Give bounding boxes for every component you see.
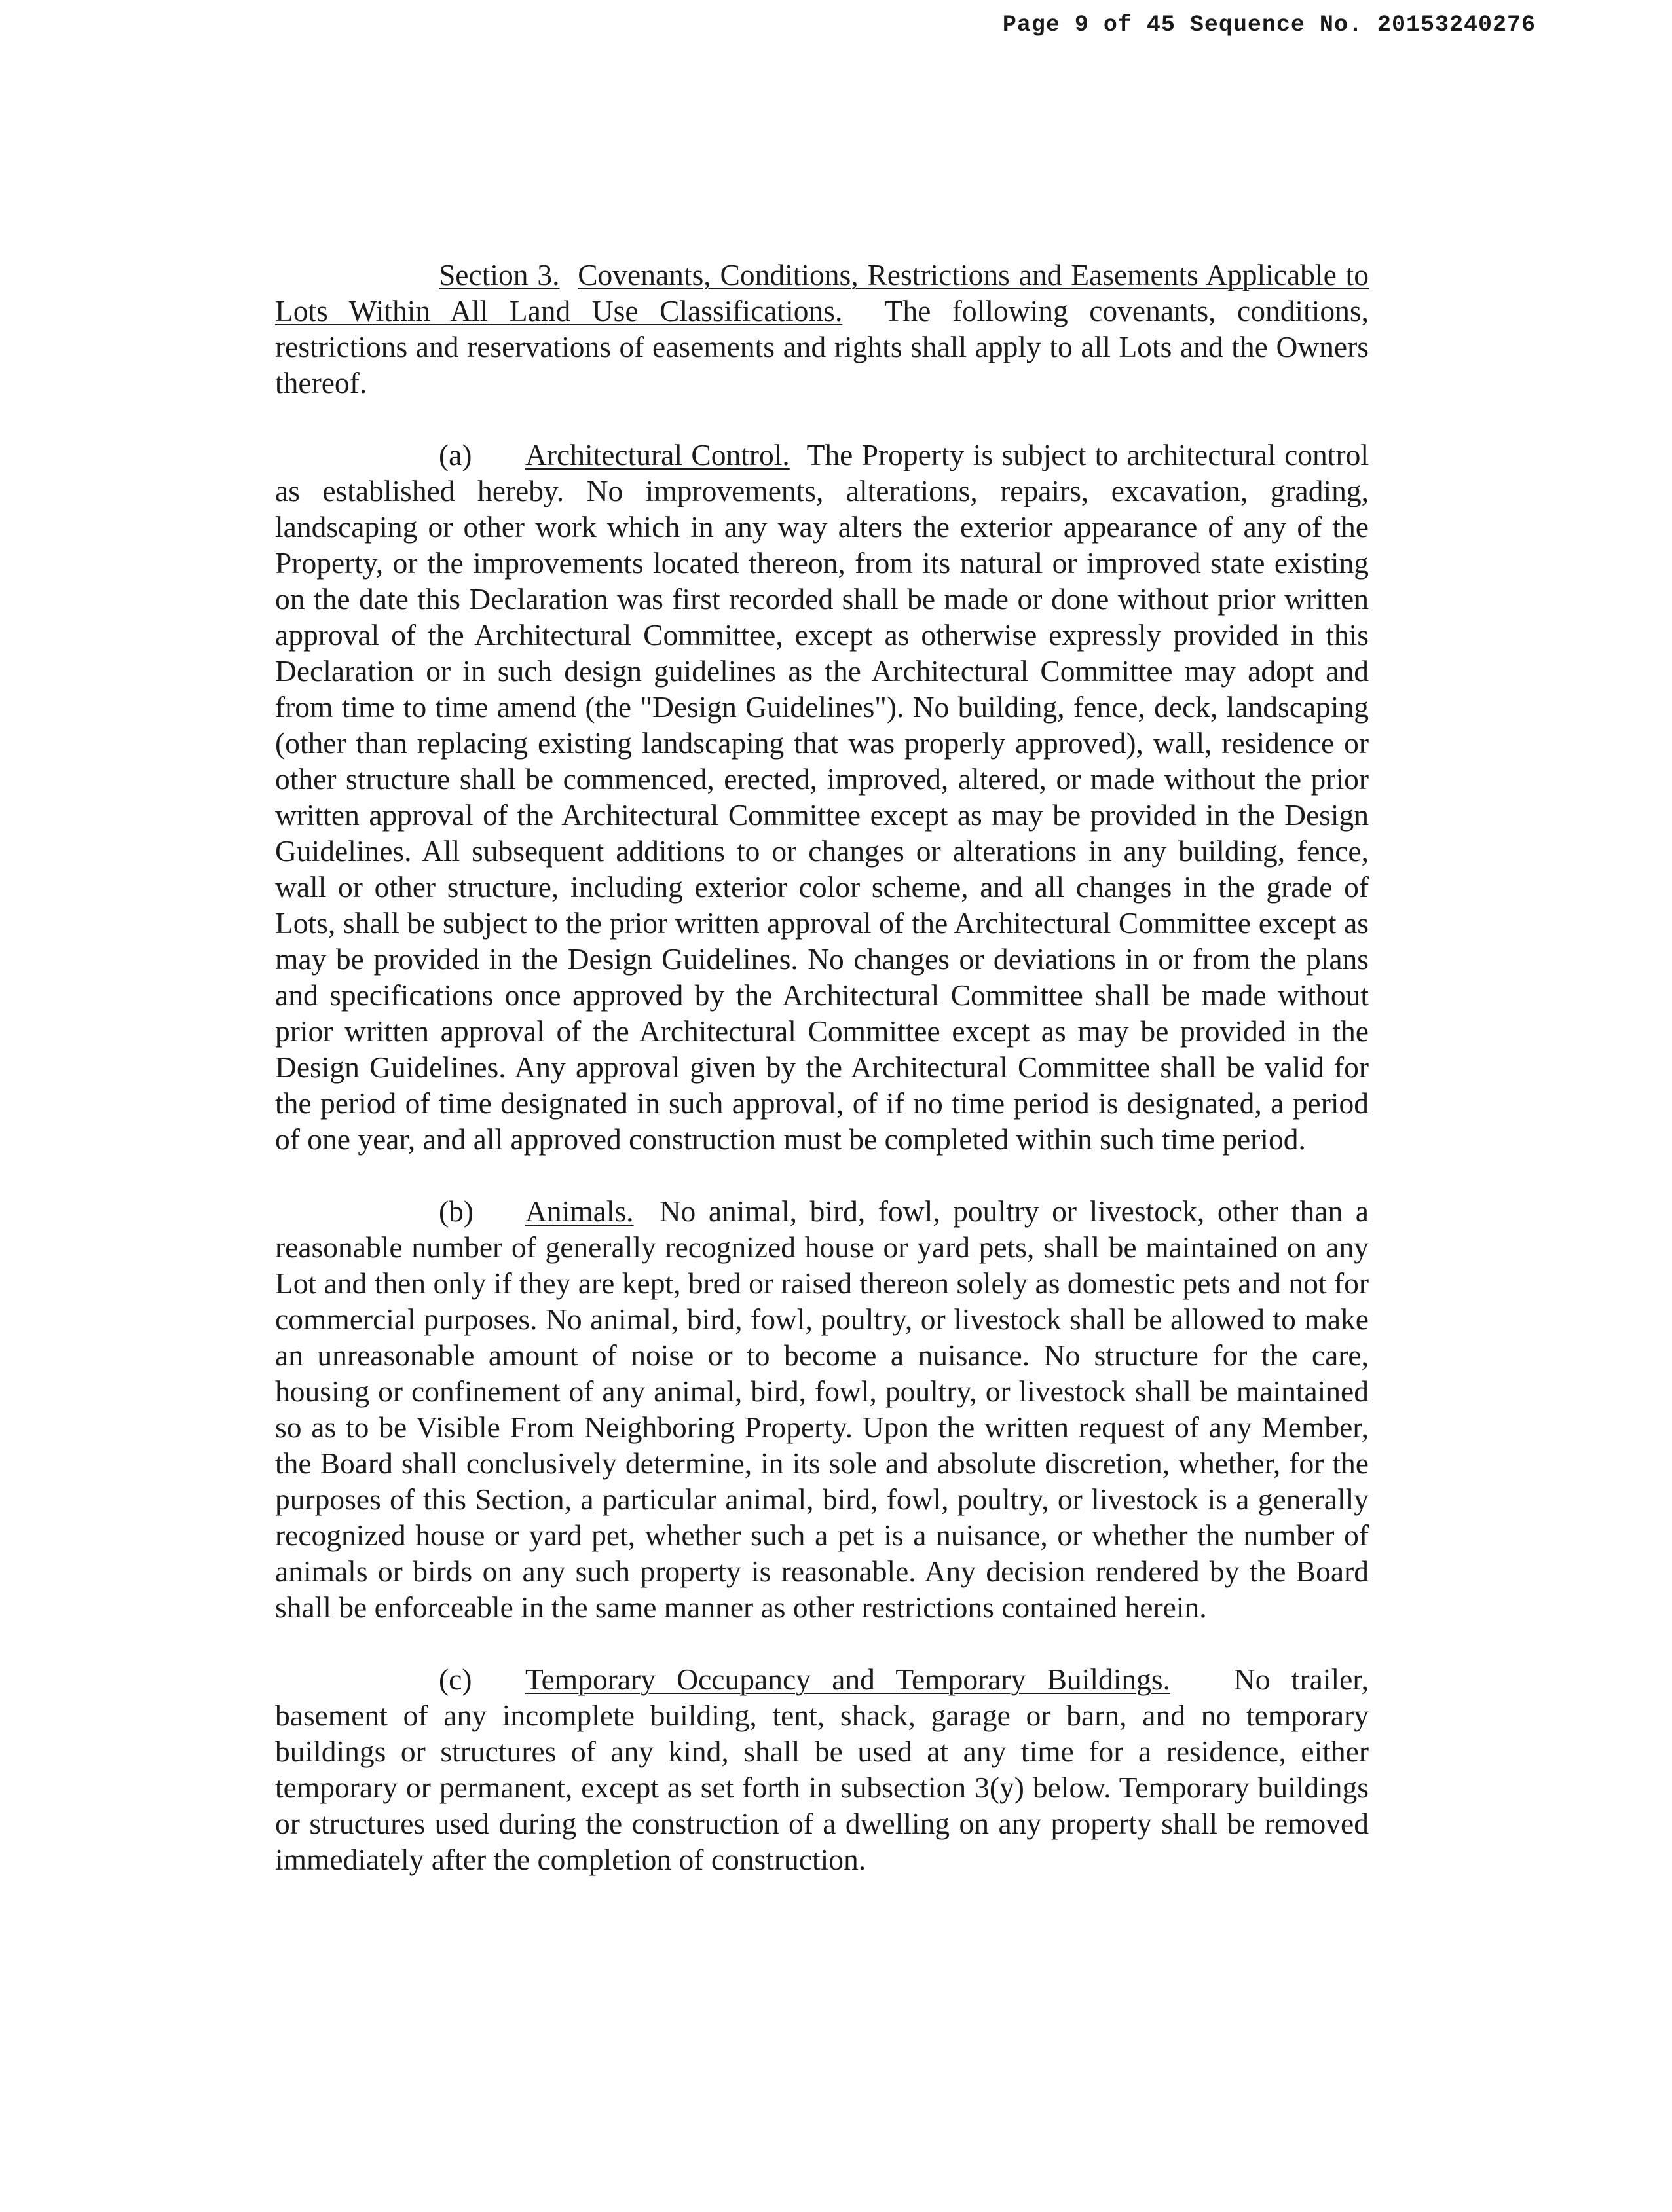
subsection-title: Animals. <box>525 1194 634 1228</box>
page-sequence-header: Page 9 of 45 Sequence No. 20153240276 <box>1002 12 1536 38</box>
subsection-b-paragraph <box>275 1193 1369 1625</box>
subsection-letter: (a) <box>439 438 472 471</box>
subsection-c-paragraph <box>275 1661 1369 1877</box>
section-label: Section 3. <box>439 258 560 291</box>
subsection-text: No trailer, basement of any incomplete building, tent, shack, garage or barn, and no temporary buildings or structures of any kind, shall be used at any time for a residence, either temporary or permanent, except as set forth in subsection 3(y) below. Temporary buildings or structures used during the construction of a dwelling on any property shall be removed immediately after the completion of construction. <box>275 1663 1369 1876</box>
section-intro-text: The following covenants, conditions, restrictions and reservations of easements and rights shall apply to all Lots and the Owners thereof. <box>275 294 1369 399</box>
subsection-letter: (c) <box>439 1663 472 1696</box>
subsection-title: Architectural Control. <box>525 438 790 471</box>
subsection-text: No animal, bird, fowl, poultry or livestock, other than a reasonable number of generally recognized house or yard pets, shall be maintained on any Lot and then only if they are kept, bred or raised thereon solely as domestic pets and not for commercial purposes. No animal, bird, fowl, poultry, or livestock shall be allowed to make an unreasonable amount of noise or to become a nuisance. No structure for the care, housing or confinement of any animal, bird, fowl, poultry, or livestock shall be maintained so as to be Visible From Neighboring Property. Upon the written request of any Member, the Board shall conclusively determine, in its sole and absolute discretion, whether, for the purposes of this Section, a particular animal, bird, fowl, poultry, or livestock is a generally recognized house or yard pet, whether such a pet is a nuisance, or whether the number of animals or birds on any such property is reasonable. Any decision rendered by the Board shall be enforceable in the same manner as other restrictions contained herein. <box>275 1194 1369 1624</box>
subsection-a-paragraph <box>275 437 1369 1157</box>
section-3-paragraph <box>275 257 1369 401</box>
subsection-text: The Property is subject to architectural control as established hereby. No improvements, alterations, repairs, excavation, grading, landscaping or other work which in any way alters the exterior appearance of any of the Property, or the improvements located thereon, from its natural or improved state existing on the date this Declaration was first recorded shall be made or done without prior written approval of the Architectural Committee, except as otherwise expressly provided in this Declaration or in such design guidelines as the Architectural Committee may adopt and from time to time amend (the "Design Guidelines"). No building, fence, deck, landscaping (other than replacing existing landscaping that was properly approved), wall, residence or other structure shall be commenced, erected, improved, altered, or made without the prior written approval of the Architectural Committee except as may be provided in the Design Guidelines. All subsequent additions to or changes or alterations in any building, fence, wall or other structure, including exterior color scheme, and all changes in the grade of Lots, shall be subject to the prior written approval of the Architectural Committee except as may be provided in the Design Guidelines. No changes or deviations in or from the plans and specifications once approved by the Architectural Committee shall be made without prior written approval of the Architectural Committee except as may be provided in the Design Guidelines. Any approval given by the Architectural Committee shall be valid for the period of time designated in such approval, of if no time period is designated, a period of one year, and all approved construction must be completed within such time period. <box>275 438 1369 1156</box>
subsection-letter: (b) <box>439 1194 474 1228</box>
section-heading: Covenants, Conditions, Restrictions and Easements Applicable to Lots Within All Land Use Classifications. <box>275 258 1369 327</box>
document-body <box>275 257 1369 1913</box>
subsection-title: Temporary Occupancy and Temporary Buildings. <box>525 1663 1170 1696</box>
